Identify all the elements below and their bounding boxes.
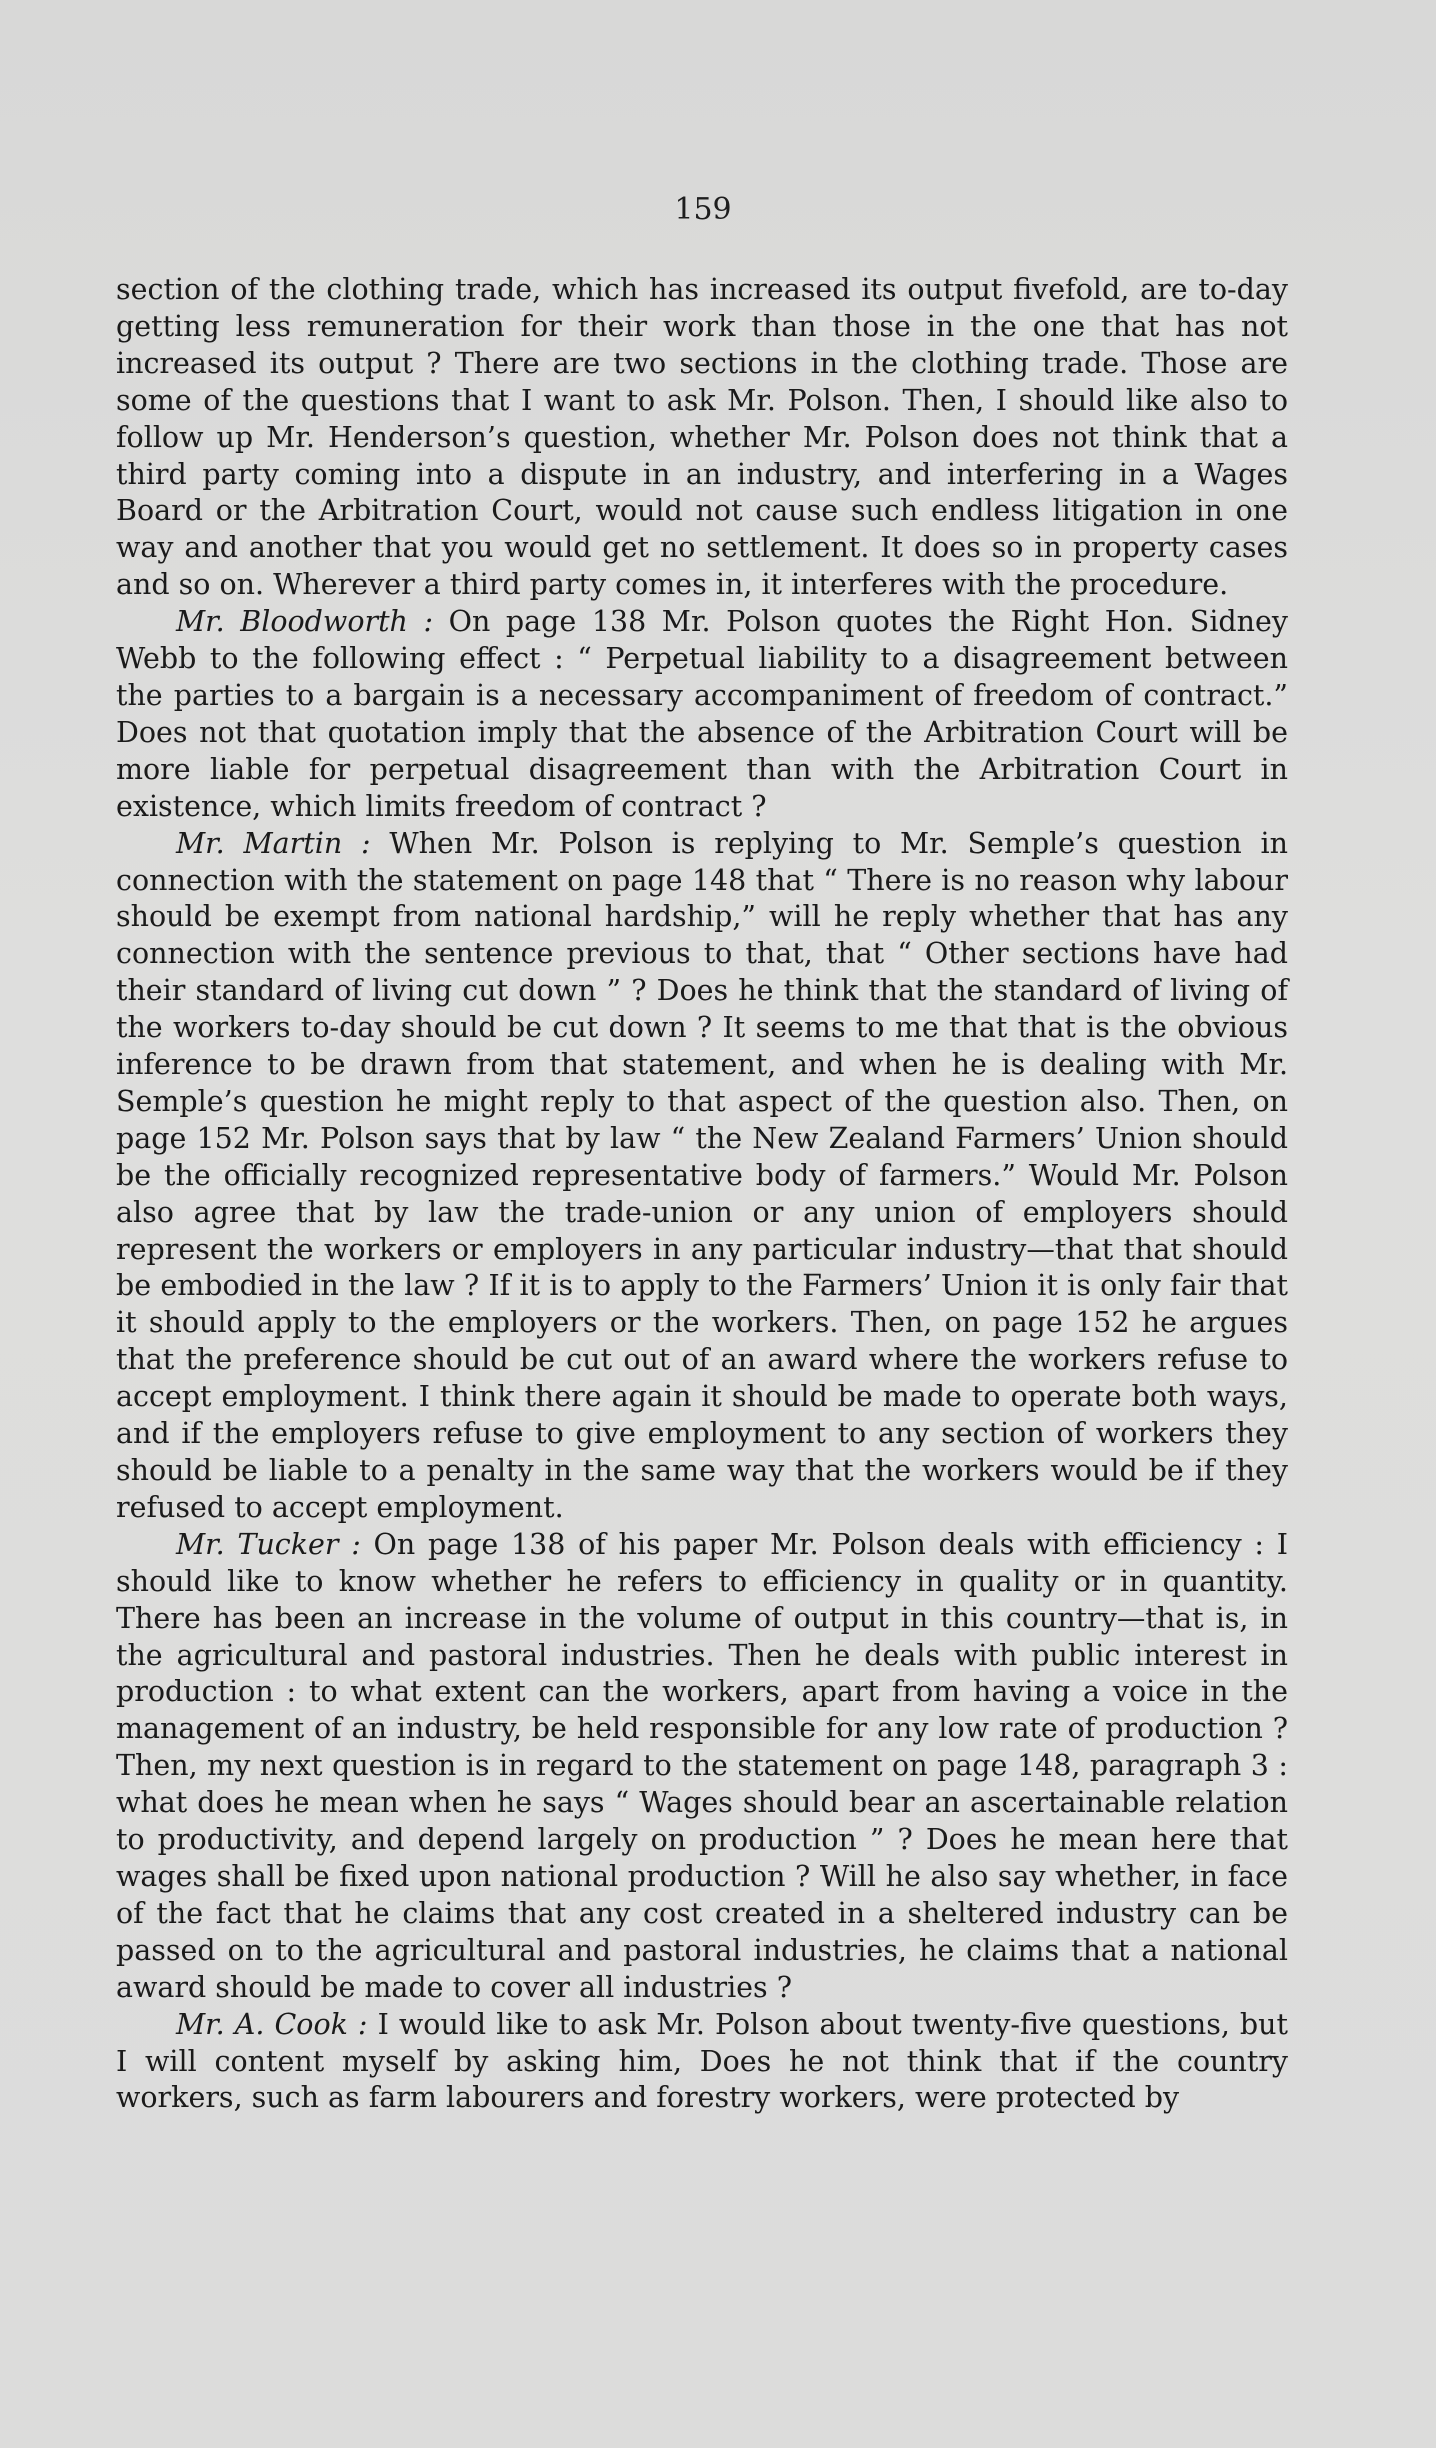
paragraph-martin (116, 826, 1288, 1527)
speaker-name: Mr. Bloodworth : (176, 605, 434, 639)
speaker-name: Mr. A. Cook : (176, 2007, 368, 2041)
page-number: 159 (674, 192, 732, 227)
speaker-name: Mr. Martin : (176, 826, 371, 860)
paragraph-text: On page 138 of his paper Mr. Polson deals with efficiency : I should like to know whether he refers to efficiency in quality or in quantity. There has been an increase in the volume of output in this country—that is, in the agricultural and pastoral industries. Then he deals with public interest in production : to what extent can the workers, apart from having a voice in the management of an industry, be held responsible for any low rate of production ? Then, my next question is in regard to the statement on page 148, paragraph 3 : what does he mean when he says “ Wages should bear an ascertainable relation to productivity, and depend largely on production ” ? Does he mean here that wages shall be fixed upon national production ? Will he also say whether, in face of the fact that he claims that any cost created in a sheltered industry can be passed on to the agricultural and pastoral industries, he claims that a national award should be made to cover all industries ? (116, 1527, 1288, 2004)
speaker-name: Mr. Tucker : (176, 1527, 361, 1561)
paragraph-continuation (116, 272, 1288, 604)
paragraph-text: When Mr. Polson is replying to Mr. Semple’s question in connection with the statement on page 148 that “ There is no reason why labour should be exempt from national hardship,” will he reply whether that has any connection with the sentence previous to that, that “ Other sections have had their standard of living cut down ” ? Does he think that the standard of living of the workers to-day should be cut down ? It seems to me that that is the obvious inference to be drawn from that statement, and when he is dealing with Mr. Semple’s question he might reply to that aspect of the question also. Then, on page 152 Mr. Polson says that by law “ the New Zealand Farmers’ Union should be the officially recognized representative body of farmers.” Would Mr. Polson also agree that by law the trade-union or any union of employers should represent the workers or employers in any particular industry—that that should be embodied in the law ? If it is to apply to the Farmers’ Union it is only fair that it should apply to the employers or the workers. Then, on page 152 he argues that the preference should be cut out of an award where the workers refuse to accept employment. I think there again it should be made to operate both ways, and if the employers refuse to give employment to any section of workers they should be liable to a penalty in the same way that the workers would be if they refused to accept employment. (116, 826, 1288, 1524)
paragraph-bloodworth (116, 604, 1288, 825)
paragraph-text: I would like to ask Mr. Polson about twenty-five questions, but I will content myself by asking him, Does he not think that if the country workers, such as farm labourers and forestry workers, were protected by (116, 2007, 1288, 2115)
body-text (116, 272, 1288, 2117)
paragraph-cook (116, 2007, 1288, 2118)
paragraph-text: On page 138 Mr. Polson quotes the Right Hon. Sidney Webb to the following effect : “ Perpetual liability to a disagreement between the parties to a bargain is a necessary accompaniment of freedom of contract.” Does not that quotation imply that the absence of the Arbitration Court will be more liable for perpetual disagreement than with the Arbitration Court in existence, which limits freedom of contract ? (116, 605, 1289, 823)
paragraph-text: section of the clothing trade, which has increased its output fivefold, are to-day getting less remuneration for their work than those in the one that has not increased its output ? There are two sections in the clothing trade. Those are some of the questions that I want to ask Mr. Polson. Then, I should like also to follow up Mr. Henderson’s question, whether Mr. Polson does not think that a third party coming into a dispute in an industry, and interfering in a Wages Board or the Arbitration Court, would not cause such endless litigation in one way and another that you would get no settlement. It does so in property cases and so on. Wherever a third party comes in, it interferes with the procedure. (116, 273, 1288, 602)
paragraph-tucker (116, 1527, 1288, 2007)
